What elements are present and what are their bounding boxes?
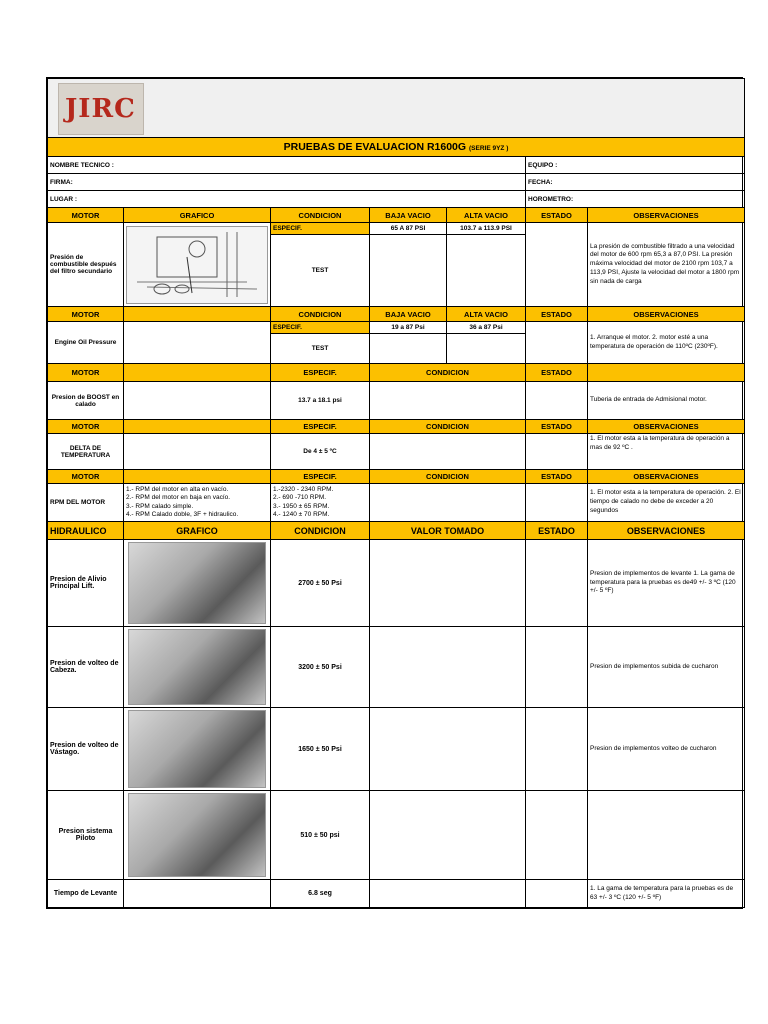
s4-graphic-cell: [124, 434, 271, 470]
s5-label: RPM DEL MOTOR: [48, 484, 124, 522]
s3-graphic-cell: [124, 382, 271, 420]
s1-alta-spec: 103.7 a 113.9 PSI: [447, 223, 526, 235]
s2-header-observaciones: OBSERVACIONES: [588, 307, 745, 322]
fuel-filter-diagram: [126, 226, 268, 304]
s2-header-motor: MOTOR: [48, 307, 124, 322]
firma-field[interactable]: FIRMA:: [48, 174, 526, 191]
s3-estado-field[interactable]: [526, 382, 588, 420]
hyd-row-estado-field[interactable]: [526, 540, 588, 627]
s4-header-especif: ESPECIF.: [271, 420, 370, 434]
hyd-row-graphic: [124, 627, 271, 708]
s5-spec: 4.- 1240 ± 70 RPM.: [273, 510, 330, 518]
hyd-row-observaciones: Presion de implementos de levante 1. La gama de temperatura para la pruebas es de49 +/- 3 ºC (120 +/- 5 ºF): [588, 540, 745, 627]
s5-item: 3.- RPM calado simple.: [126, 502, 194, 510]
hyd-row-graphic: [124, 540, 271, 627]
s1-especif: ESPECIF.: [271, 223, 370, 235]
hyd-row-value-field[interactable]: [370, 540, 526, 627]
hyd-row-estado-field[interactable]: [526, 708, 588, 791]
s5-specs: [271, 484, 370, 522]
s2-header-baja: BAJA VACIO: [370, 307, 447, 322]
hyd-row-cond: 510 ± 50 psi: [271, 791, 370, 880]
s3-condicion-field[interactable]: [370, 382, 526, 420]
s1-estado-field[interactable]: [526, 223, 588, 307]
hyd-row-cond: 2700 ± 50 Psi: [271, 540, 370, 627]
hyd-row-value-field[interactable]: [370, 880, 526, 908]
s4-header-estado: ESTADO: [526, 420, 588, 434]
hyd-row-graphic: [124, 791, 271, 880]
hyd-row-cond: 1650 ± 50 Psi: [271, 708, 370, 791]
s5-header-blank: [124, 470, 271, 484]
s1-header-estado: ESTADO: [526, 208, 588, 223]
s1-alta-value[interactable]: [447, 235, 526, 307]
hyd-row-estado-field[interactable]: [526, 880, 588, 908]
s4-header-observaciones: OBSERVACIONES: [588, 420, 745, 434]
s5-spec: 1.-2320 - 2340 RPM.: [273, 485, 334, 493]
page-title: [48, 138, 745, 157]
s2-test: TEST: [271, 334, 370, 364]
s2-especif: ESPECIF.: [271, 322, 370, 334]
hyd-row-observaciones: Presion de implementos volteo de cucharon: [588, 708, 745, 791]
s5-estado-field[interactable]: [526, 484, 588, 522]
s4-label: DELTA DE TEMPERATURA: [48, 434, 124, 470]
s1-header-motor: MOTOR: [48, 208, 124, 223]
lugar-field[interactable]: LUGAR :: [48, 191, 526, 208]
horometro-field[interactable]: HOROMETRO:: [526, 191, 745, 208]
s5-header-estado: ESTADO: [526, 470, 588, 484]
s2-alta-spec: 36 a 87 Psi: [447, 322, 526, 334]
s5-header-condicion: CONDICION: [370, 470, 526, 484]
s4-header-blank: [124, 420, 271, 434]
hyd-row-graphic: [124, 880, 271, 908]
hyd-row-estado-field[interactable]: [526, 627, 588, 708]
s2-observaciones: 1. Arranque el motor. 2. motor esté a una temperatura de operación de 110ºC (230ºF).: [588, 322, 745, 364]
s3-header-condicion: CONDICION: [370, 364, 526, 382]
hyd-row-label: Presion de Alivio Principal Lift.: [48, 540, 124, 627]
tilt-rod-photo: [128, 710, 266, 788]
title-sub: (SERIE 9YZ ): [469, 145, 509, 152]
hyd-row-observaciones: 1. La gama de temperatura para la pruebas es de 63 +/- 3 ºC (120 +/- 5 ºF): [588, 880, 745, 908]
hyd-row-label: Presion de volteo de Vástago.: [48, 708, 124, 791]
s2-estado-field[interactable]: [526, 322, 588, 364]
s1-header-baja: BAJA VACIO: [370, 208, 447, 223]
s1-header-observaciones: OBSERVACIONES: [588, 208, 745, 223]
s1-test: TEST: [271, 235, 370, 307]
s4-spec: De 4 ± 5 ºC: [271, 434, 370, 470]
hyd-row-label: Presion de volteo de Cabeza.: [48, 627, 124, 708]
s3-header-estado: ESTADO: [526, 364, 588, 382]
s4-header-motor: MOTOR: [48, 420, 124, 434]
s5-item: 2.- RPM del motor en baja en vacío.: [126, 494, 231, 502]
s2-baja-value[interactable]: [370, 334, 447, 364]
s2-header-blank: [124, 307, 271, 322]
s3-spec: 13.7 a 18.1 psi: [271, 382, 370, 420]
hyd-row-value-field[interactable]: [370, 708, 526, 791]
hyd-header-estado: ESTADO: [526, 522, 588, 540]
hyd-row-label: Presion sistema Piloto: [48, 791, 124, 880]
evaluation-sheet: [46, 77, 743, 909]
hyd-row-cond: 3200 ± 50 Psi: [271, 627, 370, 708]
s1-observaciones: La presión de combustible filtrado a una velocidad del motor de 600 rpm 65,3 a 87,0 PSI. La presión máxima velocidad del motor de 2100 rpm 103,7 a 113,9 PSI, Ajuste la velocidad del motor a 1800 rpm sin nada de carga: [588, 223, 745, 307]
s5-spec: 3.- 1950 ± 65 RPM.: [273, 502, 330, 510]
hyd-header-grafico: GRAFICO: [124, 522, 271, 540]
title-main: PRUEBAS DE EVALUACION R1600G: [283, 141, 467, 153]
hyd-header-valor: VALOR TOMADO: [370, 522, 526, 540]
s5-item: 1.- RPM del motor en alta en vacío.: [126, 485, 229, 493]
hyd-row-estado-field[interactable]: [526, 791, 588, 880]
s1-baja-value[interactable]: [370, 235, 447, 307]
hyd-row-value-field[interactable]: [370, 627, 526, 708]
s1-label: Presión de combustible después del filtro secundario: [48, 223, 124, 307]
s2-header-alta: ALTA VACIO: [447, 307, 526, 322]
s1-header-condicion: CONDICION: [271, 208, 370, 223]
s3-header-blank2: [588, 364, 745, 382]
hyd-row-cond: 6.8 seg: [271, 880, 370, 908]
hyd-header-hidraulico: HIDRAULICO: [48, 522, 124, 540]
s3-observaciones: Tuberia de entrada de Admisional motor.: [588, 382, 745, 420]
logo-row: [48, 79, 745, 138]
hyd-row-value-field[interactable]: [370, 791, 526, 880]
hyd-row-observaciones: [588, 791, 745, 880]
s3-label: Presion de BOOST en calado: [48, 382, 124, 420]
lift-relief-photo: [128, 542, 266, 624]
s2-alta-value[interactable]: [447, 334, 526, 364]
s5-item: 4.- RPM Calado doble, 3F + hidraulico.: [126, 510, 239, 518]
company-logo: JIRC: [58, 83, 144, 135]
s5-items: [124, 484, 271, 522]
s5-header-especif: ESPECIF.: [271, 470, 370, 484]
s2-header-condicion: CONDICION: [271, 307, 370, 322]
hyd-row-label: Tiempo de Levante: [48, 880, 124, 908]
s5-observaciones: 1. El motor esta a la temperatura de operación. 2. El tiempo de calado no debe de exceder a 20 segundos: [588, 484, 745, 522]
s4-header-condicion: CONDICION: [370, 420, 526, 434]
tilt-head-photo: [128, 629, 266, 705]
s5-header-motor: MOTOR: [48, 470, 124, 484]
s5-condicion-field[interactable]: [370, 484, 526, 522]
nombre-tecnico-field[interactable]: NOMBRE TECNICO :: [48, 157, 526, 174]
pilot-system-photo: [128, 793, 266, 877]
s1-header-grafico: GRAFICO: [124, 208, 271, 223]
hyd-row-observaciones: Presion de implementos subida de cucharon: [588, 627, 745, 708]
s4-condicion-field[interactable]: [370, 434, 526, 470]
s2-header-estado: ESTADO: [526, 307, 588, 322]
s4-estado-field[interactable]: [526, 434, 588, 470]
s3-header-motor: MOTOR: [48, 364, 124, 382]
hyd-header-condicion: CONDICION: [271, 522, 370, 540]
equipo-field[interactable]: EQUIPO :: [526, 157, 745, 174]
s4-observaciones: 1. El motor esta a la temperatura de operación a mas de 92 ºC .: [588, 434, 745, 470]
s2-baja-spec: 19 a 87 Psi: [370, 322, 447, 334]
fuel-filter-drawing-icon: [127, 227, 267, 303]
s1-baja-spec: 65 A 87 PSI: [370, 223, 447, 235]
s3-header-blank: [124, 364, 271, 382]
hyd-row-graphic: [124, 708, 271, 791]
s3-header-especif: ESPECIF.: [271, 364, 370, 382]
fecha-field[interactable]: FECHA:: [526, 174, 745, 191]
s1-graphic-cell: [124, 223, 271, 307]
s2-label: Engine Oil Pressure: [48, 322, 124, 364]
s5-header-observaciones: OBSERVACIONES: [588, 470, 745, 484]
hyd-header-observaciones: OBSERVACIONES: [588, 522, 745, 540]
s5-spec: 2.- 690 -710 RPM.: [273, 494, 327, 502]
s2-graphic-cell: [124, 322, 271, 364]
s1-header-alta: ALTA VACIO: [447, 208, 526, 223]
